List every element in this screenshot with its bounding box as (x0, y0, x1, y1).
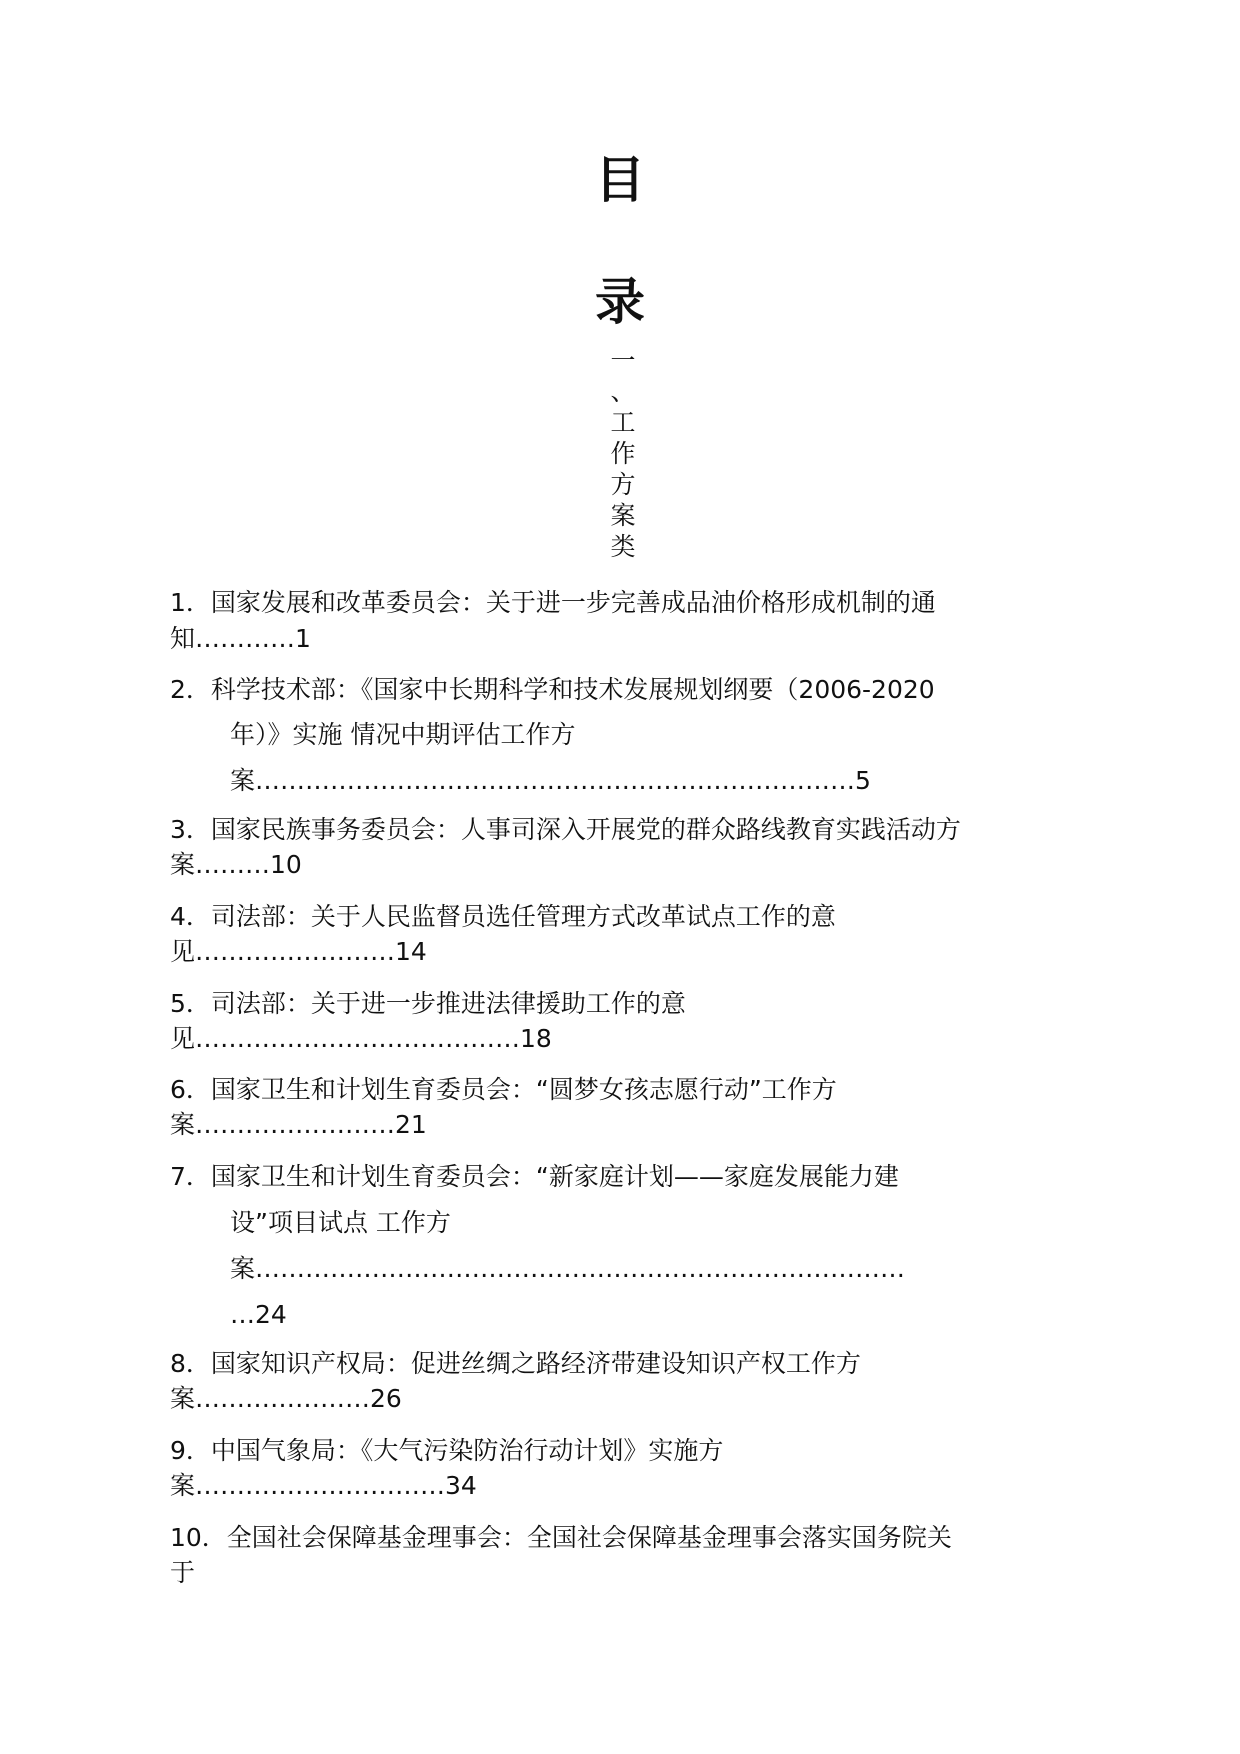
toc-entry-1-title[interactable]: 1．国家发展和改革委员会：关于进一步完善成品油价格形成机制的通 (170, 588, 936, 617)
toc-entry-7-leader[interactable]: 案…………………………………………………………………… (230, 1254, 906, 1283)
toc-entry-9-page[interactable]: 案…………………………34 (170, 1471, 477, 1500)
toc-entry-7-page[interactable]: …24 (230, 1300, 287, 1329)
section-heading-char: 工 (610, 408, 636, 437)
toc-entry-3-page[interactable]: 案………10 (170, 850, 302, 879)
title-char-2: 录 (595, 273, 645, 331)
section-heading-char: 一 (610, 346, 636, 375)
toc-entry-8-title[interactable]: 8．国家知识产权局：促进丝绸之路经济带建设知识产权工作方 (170, 1349, 861, 1378)
section-heading-char: 、 (610, 377, 636, 406)
toc-entry-2-title[interactable]: 2．科学技术部：《国家中长期科学和技术发展规划纲要（2006-2020 (170, 675, 935, 704)
section-heading (598, 345, 648, 562)
title-char-1: 目 (595, 151, 645, 209)
toc-entry-1-page[interactable]: 知…………1 (170, 624, 311, 653)
toc-entry-7-title-cont[interactable]: 设”项目试点 工作方 (230, 1208, 451, 1237)
toc-entry-5-title[interactable]: 5．司法部：关于进一步推进法律援助工作的意 (170, 989, 686, 1018)
section-heading-char: 类 (610, 532, 636, 561)
section-heading-char: 作 (610, 439, 636, 468)
toc-entry-9-title[interactable]: 9．中国气象局：《大气污染防治行动计划》实施方 (170, 1436, 724, 1465)
toc-entry-2-page[interactable]: 案………………………………………………………………5 (230, 766, 871, 795)
toc-entry-6-page[interactable]: 案……………………21 (170, 1110, 427, 1139)
toc-entry-4-page[interactable]: 见……………………14 (170, 937, 427, 966)
toc-entry-6-title[interactable]: 6．国家卫生和计划生育委员会：“圆梦女孩志愿行动”工作方 (170, 1075, 837, 1104)
toc-entry-10-title-cont[interactable]: 于 (170, 1558, 196, 1587)
toc-entry-3-title[interactable]: 3．国家民族事务委员会：人事司深入开展党的群众路线教育实践活动方 (170, 815, 961, 844)
toc-entry-10-title[interactable]: 10．全国社会保障基金理事会：全国社会保障基金理事会落实国务院关 (170, 1523, 952, 1552)
toc-entry-7-title[interactable]: 7．国家卫生和计划生育委员会：“新家庭计划——家庭发展能力建 (170, 1162, 899, 1191)
toc-entry-2-title-cont[interactable]: 年）》实施 情况中期评估工作方 (230, 720, 576, 749)
section-heading-char: 案 (610, 501, 636, 530)
toc-entry-8-page[interactable]: 案…………………26 (170, 1384, 402, 1413)
toc-entry-4-title[interactable]: 4．司法部：关于人民监督员选任管理方式改革试点工作的意 (170, 902, 836, 931)
toc-entry-5-page[interactable]: 见…………………………………18 (170, 1024, 552, 1053)
section-heading-char: 方 (610, 470, 636, 499)
